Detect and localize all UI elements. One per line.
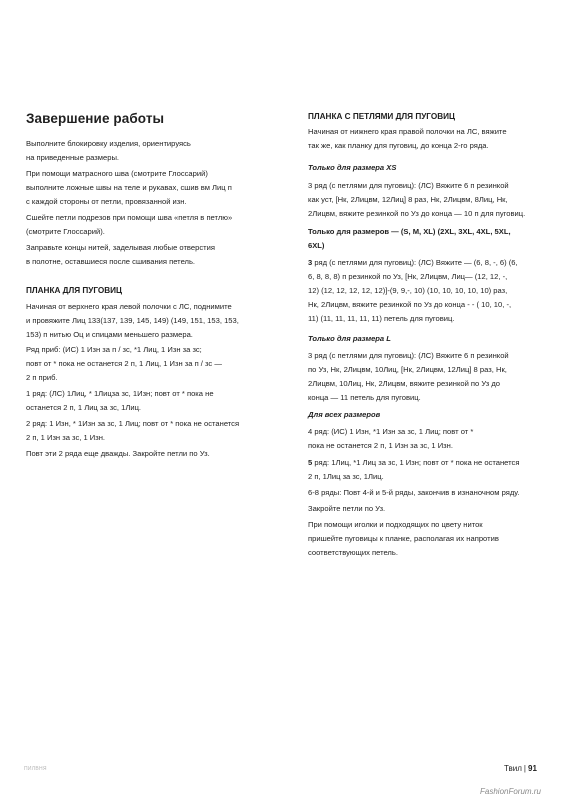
row-number: 3 bbox=[308, 258, 313, 267]
paragraph-sew-buttons: При помощи иголки и подходящих по цвету ниток пришейте пуговицы к планке, располагая их напротив соответствующих петель. bbox=[308, 520, 499, 557]
paragraph-sizes-row-3 bbox=[308, 256, 560, 326]
paragraph-l-row-3: 3 ряд (с петлями для пуговиц): (ЛС) Вяжите 6 п резинкой по Уз, Нк, 2Лицвм, 10Лиц, [Нк, 2Лицвм, 12Лиц] 8 раз, Нк, 2Лицвм, 10Лиц, Нк, 2Лицвм, вяжите резинкой по Уз до конца — 11 петель для пуговиц. bbox=[308, 351, 509, 402]
paragraph-ends: Заправьте концы нитей, заделывая любые отверстия в полотне, оставшиеся после сшивания петель. bbox=[26, 243, 215, 266]
row-number: 5 bbox=[308, 458, 313, 467]
section-heading-button-band: ПЛАНКА ДЛЯ ПУГОВИЦ bbox=[26, 286, 123, 295]
subheading-size-l: Только для размера L bbox=[308, 334, 391, 343]
paragraph-row-1: 1 ряд: (ЛС) 1Лиц, * 1Лицза зс, 1Изн; повт от * пока не останется 2 п, 1 Лиц за зс, 1Лиц. bbox=[26, 389, 214, 412]
paragraph-bind-off: Закройте петли по Уз. bbox=[308, 504, 386, 513]
paragraph-row-2: 2 ряд: 1 Изн, * 1Изн за зс, 1 Лиц; повт от * пока не останется 2 п, 1 Изн за зс, 1 Изн. bbox=[26, 419, 240, 442]
paragraph-row-4: 4 ряд: (ИС) 1 Изн, *1 Изн за зс, 1 Лиц; повт от * пока не останется 2 п, 1 Изн за зс, 1 Изн. bbox=[308, 427, 474, 450]
page-title: Завершение работы bbox=[26, 111, 165, 126]
subheading-size-xs: Только для размера XS bbox=[308, 163, 397, 172]
paragraph-buttonhole-stitch: Сшейте петли подрезов при помощи шва «петля в петлю» (смотрите Глоссарий). bbox=[26, 213, 233, 236]
subheading-all-sizes: Для всех размеров bbox=[308, 410, 381, 419]
paragraph-xs-row-3: 3 ряд (с петлями для пуговиц): (ЛС) Вяжите 6 п резинкой как уст, [Нк, 2Лицвм, 12Лиц] 8 раз, Нк, 2Лицвм, 8Лиц, Нк, 2Лицвм, вяжите резинкой по Уз до конца — 10 п для пуговиц. bbox=[308, 181, 526, 218]
paragraph-rows-6-8: 6-8 ряды: Повт 4-й и 5-й ряды, закончив в изнаночном ряду. bbox=[308, 488, 520, 497]
paragraph-pickup: Начиная от верхнего края левой полочки с ЛС, поднимите и провяжите Лиц 133(137, 139, 145, 149) (149, 151, 153, 153, 153) п нитью Оц и спицами меньшего размера. bbox=[26, 302, 239, 339]
subheading-sizes-range: Только для размеров — (S, M, XL) (2XL, 3XL, 4XL, 5XL, 6XL) bbox=[308, 227, 511, 250]
paragraph-increase-row: Ряд приб: (ИС) 1 Изн за п / зс, *1 Лиц, 1 Изн за зс; повт от * пока не останется 2 п, 1 Лиц, 1 Изн за п / зс — 2 п приб. bbox=[26, 345, 222, 382]
footer-separator: | bbox=[523, 764, 526, 773]
page-number: 91 bbox=[528, 764, 537, 773]
paragraph-repeat: Повт эти 2 ряда еще дважды. Закройте петли по Уз. bbox=[26, 449, 210, 458]
paragraph-start-buttonhole: Начиная от нижнего края правой полочки на ЛС, вяжите так же, как планку для пуговиц, до конца 2-го ряда. bbox=[308, 127, 507, 150]
footer-pattern-name: Твил bbox=[504, 764, 522, 773]
paragraph-seams: При помощи матрасного шва (смотрите Глоссарий) выполните ложные швы на теле и рукавах, сшив вм Лиц п с каждой стороны от петли, провязанной изн. bbox=[26, 169, 232, 206]
paragraph-sizes-row-3-text: ряд (с петлями для пуговиц): (ЛС) Вяжите — (6, 8, -, 6) (6, 6, 8, 8, 8) п резинкой по Уз, [Нк, 2Лицвм, Лиц— (12, 12, -, 12) (12, 12, 12, 12, 12)]-(9, 9,-, 10) (10, 10, 10, 10, 10) раз, Нк, 2Лицвм, вяжите резинкой по Уз до конца - - ( 10, 10, -, 11) (11, 11, 11, 11, 11) петель для пуговиц. bbox=[308, 258, 518, 323]
section-heading-buttonhole-band: ПЛАНКА С ПЕТЛЯМИ ДЛЯ ПУГОВИЦ bbox=[308, 112, 455, 121]
paragraph-blocking: Выполните блокировку изделия, ориентируясь на приведенные размеры. bbox=[26, 139, 191, 162]
watermark: FashionForum.ru bbox=[480, 787, 541, 796]
footer-label: ПИЛВНЯ bbox=[24, 766, 47, 772]
paragraph-row-5 bbox=[308, 456, 560, 484]
footer-page bbox=[504, 764, 537, 773]
paragraph-row-5-text: ряд: 1Лиц, *1 Лиц за зс, 1 Изн; повт от * пока не останется 2 п, 1Лиц за зс, 1Лиц. bbox=[308, 458, 520, 481]
